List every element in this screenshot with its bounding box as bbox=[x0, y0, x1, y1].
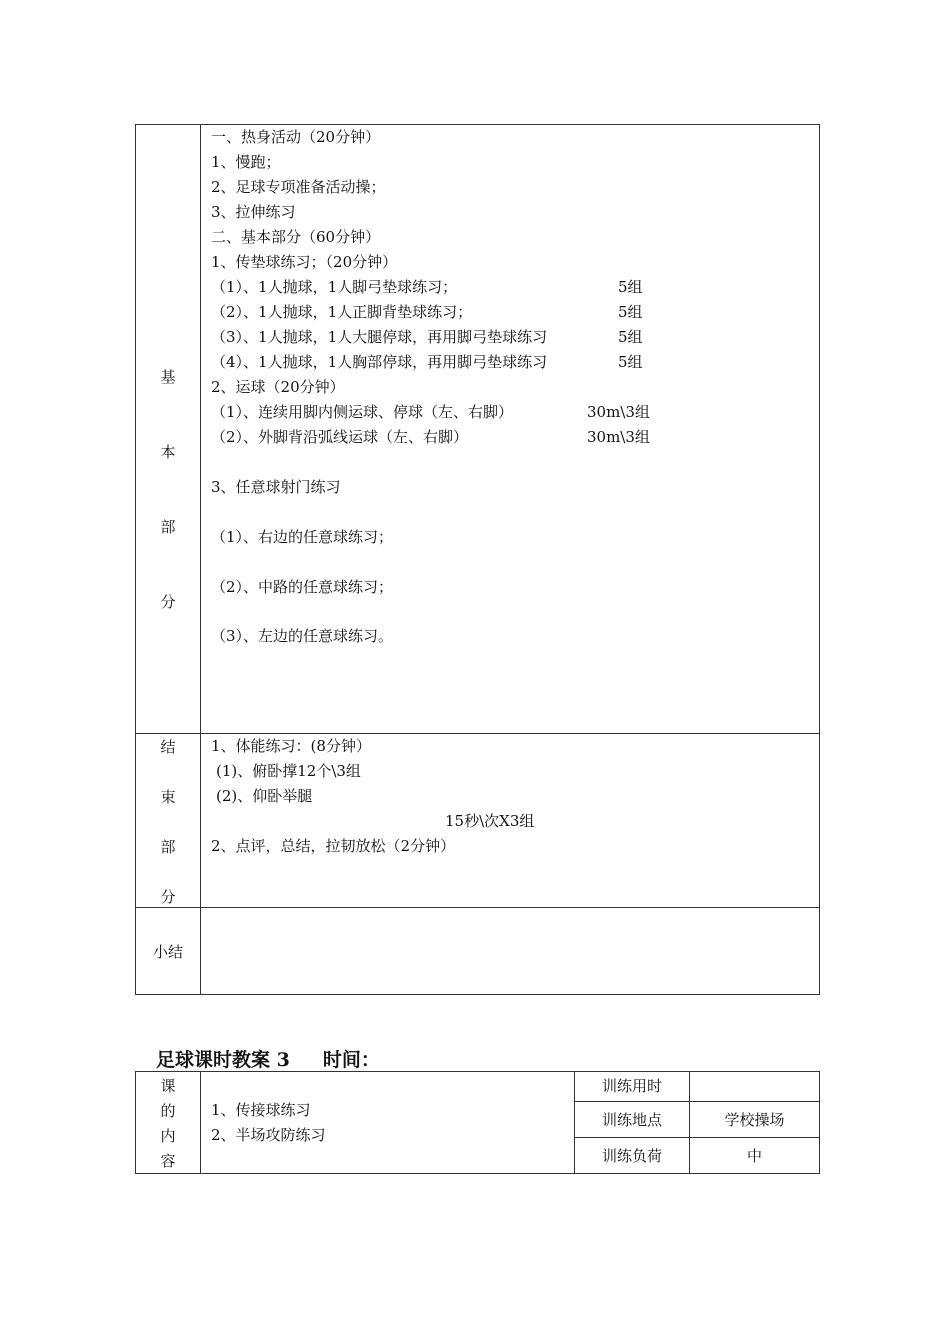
content-label-char: 内 bbox=[160, 1127, 176, 1145]
table2-row-divider-1 bbox=[574, 1101, 820, 1102]
content-line: 2、足球专项准备活动操； bbox=[211, 178, 386, 196]
table2-border-right bbox=[819, 1071, 820, 1174]
table1-row-divider-1 bbox=[135, 733, 820, 734]
content-label-char: 课 bbox=[160, 1077, 176, 1095]
warmup-heading: 一、热身活动（20分钟） bbox=[211, 128, 381, 146]
training-duration-label: 训练用时 bbox=[601, 1077, 662, 1095]
content-label-char: 的 bbox=[160, 1102, 176, 1120]
table2-border-bottom bbox=[135, 1173, 820, 1174]
lesson-content-line: 2、半场攻防练习 bbox=[211, 1126, 326, 1144]
drill-line: （1）、右边的任意球练习； bbox=[211, 528, 394, 546]
basic-section-label-char: 本 bbox=[160, 443, 176, 461]
basic-section-label-char: 分 bbox=[160, 593, 176, 611]
content-label-char: 容 bbox=[160, 1152, 176, 1170]
sets-count: 5组 bbox=[618, 303, 643, 321]
content-line: 3、任意球射门练习 bbox=[211, 478, 341, 496]
sets-count: 30m\3组 bbox=[587, 403, 650, 421]
table2-row-divider-2 bbox=[574, 1137, 820, 1138]
drill-line: （3）、左边的任意球练习。 bbox=[211, 627, 394, 645]
ending-section-label-char: 部 bbox=[160, 838, 176, 856]
training-location-label: 训练地点 bbox=[601, 1111, 662, 1129]
drill-line: （1）、1人抛球，1人脚弓垫球练习； bbox=[211, 278, 458, 296]
content-line: 1、慢跑； bbox=[211, 153, 281, 171]
table1-column-divider bbox=[200, 124, 201, 995]
fitness-heading: 1、体能练习：(8分钟） bbox=[211, 737, 371, 755]
summary-label: 小结 bbox=[152, 943, 183, 961]
content-line: 3、拉伸练习 bbox=[211, 203, 296, 221]
table2-column-divider-1 bbox=[200, 1071, 201, 1174]
ending-section-label-char: 束 bbox=[160, 788, 176, 806]
sets-count: 5组 bbox=[618, 328, 643, 346]
drill-line: (2)、仰卧举腿 bbox=[216, 787, 313, 805]
basic-section-label-char: 基 bbox=[160, 368, 176, 386]
table1-border-right bbox=[819, 124, 820, 995]
sets-count: 30m\3组 bbox=[587, 428, 650, 446]
drill-line: （3）、1人抛球，1人大腿停球，再用脚弓垫球练习 bbox=[211, 328, 548, 346]
drill-line: （4）、1人抛球，1人胸部停球，再用脚弓垫球练习 bbox=[211, 353, 548, 371]
lesson-content-line: 1、传接球练习 bbox=[211, 1101, 311, 1119]
basic-section-label-char: 部 bbox=[160, 518, 176, 536]
content-line: 2、运球（20分钟） bbox=[211, 378, 345, 396]
table1-border-bottom bbox=[135, 994, 820, 995]
drill-line: （2）、1人抛球，1人正脚背垫球练习； bbox=[211, 303, 473, 321]
drill-line: （2）、外脚背沿弧线运球（左、右脚） bbox=[211, 428, 469, 446]
drill-line: （2）、中路的任意球练习； bbox=[211, 578, 394, 596]
ending-section-label-char: 结 bbox=[160, 738, 176, 756]
drill-line: （1）、连续用脚内侧运球、停球（左、右脚） bbox=[211, 403, 514, 421]
table2-border-top bbox=[135, 1071, 820, 1072]
ending-section-label-char: 分 bbox=[160, 888, 176, 906]
drill-line: (1)、俯卧撑12个\3组 bbox=[216, 762, 361, 780]
lesson-plan-title: 足球课时教案 3 时间： bbox=[156, 1049, 380, 1071]
training-load-label: 训练负荷 bbox=[601, 1147, 662, 1165]
sets-count: 5组 bbox=[618, 353, 643, 371]
table1-border-top bbox=[135, 124, 820, 125]
training-load-value: 中 bbox=[746, 1147, 762, 1165]
content-line: 1、传垫球练习；（20分钟） bbox=[211, 253, 398, 271]
basic-part-heading: 二、基本部分（60分钟） bbox=[211, 228, 381, 246]
table1-row-divider-2 bbox=[135, 907, 820, 908]
sets-count: 5组 bbox=[618, 278, 643, 296]
content-line: 2、点评，总结，拉韧放松（2分钟） bbox=[211, 837, 456, 855]
training-location-value: 学校操场 bbox=[724, 1111, 785, 1129]
table1-border-left bbox=[135, 124, 136, 995]
sets-count: 15秒\次X3组 bbox=[445, 812, 535, 830]
